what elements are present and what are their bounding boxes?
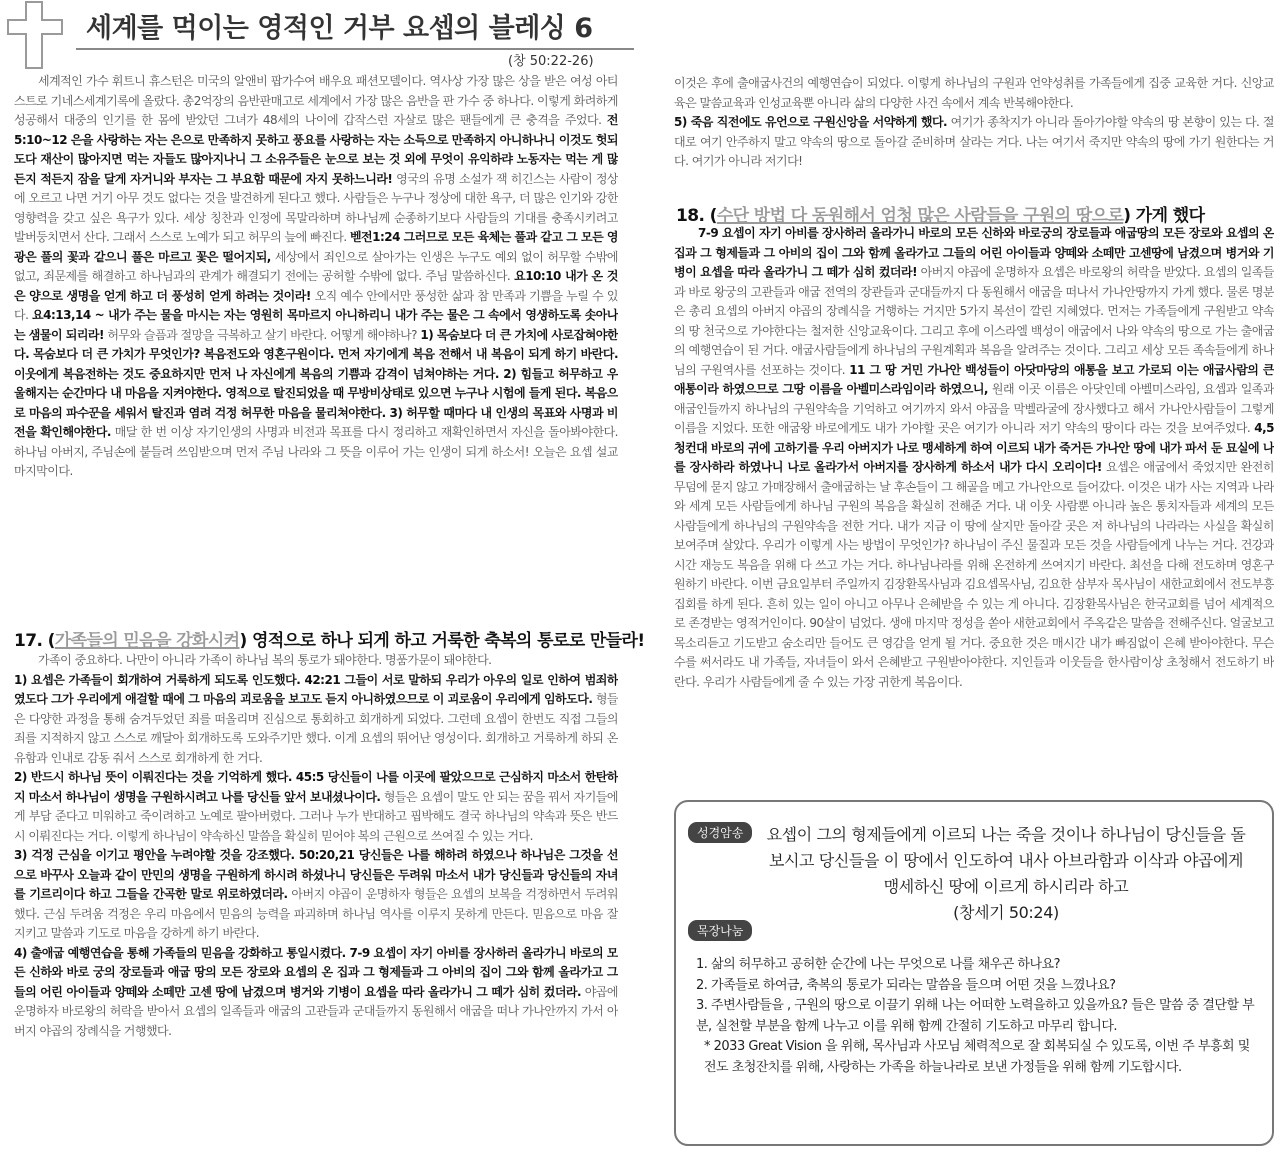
section-highlight: 가족들의 믿음을 강화시켜	[54, 631, 240, 651]
point-heading: 2) 반드시 하나님 뜻이 이뤄진다는 것을 기억하게 했다. 45:5 당신들이 나를 이곳에 팔았으므로 근심하지 마소서 한탄하지 마소서 하나님이 생명을 구원하시려고 나를 당신들 앞서 보내셨나이다.	[14, 770, 618, 804]
scripture-quote: 4,5 청컨대 바로의 귀에 고하기를 우리 아버지가 나로 맹세하게 하여 이르되 내가 죽거든 가나안 땅에 내가 파서 둔 묘실에 나를 장사하라 하였나니 나로 올라가서 아버지를 장사하게 하소서 내가 다시 오리이다!	[674, 421, 1274, 474]
body-text: 원래 이곳 이름은 아닷인데 아벨미스라임, 요셉과 일족과 애굽인들까지 하나님의 구원약속을 기억하고 여기까지 와서 야곱을 막벨라굴에 장사했다고 해서 가나안사람들이 그렇게 이름을 지었다. 또한 애굽왕 바로에게도 내가 가야할 곳은 여기가 아니라 저기 약속의 땅이다 라는 것을 보여주었다.	[674, 382, 1274, 435]
body-text: 요셉은 애굽에서 죽었지만 완전히 무덤에 묻지 않고 가매장해서 출애굽하는 날 후손들이 그 해골을 메고 가나안으로 들어갔다. 이것은 내가 사는 지역과 나라와 세계 모든 사람들에게 하나님 구원의 복음을 확실히 전해준 거다. 내 이웃 사람뿐 아니라 높은 통치자들과 세계의 모든 사람들에게 하나님의 구원약속을 전한 거다. 내가 지금 이 땅에 살지만 돌아갈 곳은 저 하나님의 나라라는 사실을 확실히 보여주며 살았다. 우리가 이렇게 사는 방법이 무엇인가? 하나님이 주신 물질과 모든 것을 사람들에게 나누는 거다. 건강과 시간 재능도 복음을 위해 다 쓰고 가는 거다. 하나님나라를 위해 온전하게 쓰여지기 바란다. 최선을 다해 전도하며 영혼구원하기 바란다. 이번 금요일부터 주일까지 김장환목사님과 김요셉목사님, 김요한 삼부자 목사님이 새한교회에서 전도부흥집회를 하게 된다. 흔히 있는 일이 아니고 아무나 은혜받을 수 있는 게 아니다. 김장환목사님은 한국교회를 넘어 세계적으로 존경받는 영적거인이다. 90살이 넘었다. 생애 마지막 정성을 쏟아 새한교회에서 주옥같은 말씀을 전해주신다. 얼굴보고 목소리듣고 기도받고 숨소리만 들어도 큰 영감을 얻게 될 거다. 중요한 것은 매시간 내가 빠짐없이 은혜 받아야한다. 무슨 수를 써서라도 내 가족들, 자녀들이 와서 은혜받고 구원받아야한다. 지인들과 이웃들을 한사람이상 초청해서 전도하기 바란다. 우리가 사람들에게 줄 수 있는 가장 귀한게 복음이다.	[674, 460, 1274, 689]
intro-text: 영국의 유명 소설가 잭 히긴스는 사람이 정상에 오르고 나면 거기 아무 것도 없다는 것을 발견하게 된다고 했다. 사람들은 누구나 정상에 대한 욕구, 더 많은 인기와 강한 영향력을 갖고 싶은 욕구가 있다. 세상 칭찬과 인정에 목말라하며 하나님께 순종하기보다 사람들의 기대를 충족시키려고 발버둥치면서 산다. 그래서 스스로 노예가 되고 허무의 늪에 빠진다.	[14, 171, 618, 244]
continued-text: 이것은 후에 출애굽사건의 예행연습이 되었다. 이렇게 하나님의 구원과 언약성취를 가족들에게 집중 교육한 거다. 신앙교육은 말씀교육과 인성교육뿐 아니라 삶의 다양한 사건 속에서 계속 반복해야한다.	[674, 76, 1274, 110]
intro-text: 세계적인 가수 휘트니 휴스턴은 미국의 알앤비 팝가수여 배우요 패션모델이다. 역사상 가장 많은 상을 받은 여성 아티스트로 기네스세계기록에 올랐다. 총2억장의 음반판매고로 세계에서 가장 많은 음반을 판 가수 중 하나다. 이렇게 화려하게 성공해서 대중의 인기를 한 몸에 받았던 그녀가 48세의 나이에 갑작스런 자살로 많은 팬들에게 큰 충격을 주었다.	[14, 74, 618, 127]
page-title: 세계를 먹이는 영적인 거부 요셉의 블레싱 6	[86, 13, 593, 44]
question-item: 2. 가족들로 하여금, 축복의 통로가 되라는 말씀을 들으며 어떤 것을 느꼈나요?	[696, 977, 1116, 993]
point-text: 형들은 다양한 과정을 통해 숨겨두었던 죄를 떠올리며 진심으로 통회하고 회개하게 되었다. 그런데 요셉이 한번도 직접 그들의 죄를 지적하지 않고 스스로 깨달아 회개하도록 도와주기만 했다. 이게 요셉의 뛰어난 영성이다. 회개하고 거룩하게 하되 온유함과 인내로 감동 줘서 스스로 회개하게 한 거다.	[14, 692, 618, 765]
point-text: 아버지 야곱이 운명하자 형들은 요셉의 보복을 걱정하면서 두려워했다. 근심 두려움 걱정은 우리 마음에서 믿음의 능력을 파괴하며 하나님 역사를 이루지 못하게 만든다. 믿음으로 마음 잘 지키고 말씀과 기도로 마음을 강하게 하기 바란다.	[14, 887, 618, 940]
scripture-quote: 벧전1:24 그러므로 모든 육체는 풀과 같고 그 모든 영광은 풀의 꽃과 같으니 풀은 마르고 꽃은 떨어지되,	[14, 230, 618, 264]
intro-text: 오직 예수 안에서만 풍성한 삶과 참 만족과 기쁨을 누릴 수 있다.	[14, 288, 618, 322]
scripture-quote: 요4:13,14 ~ 내가 주는 물을 마시는 자는 영원히 목마르지 아니하리니 내가 주는 물은 그 속에서 영생하도록 솟아나는 샘물이 되리라!	[14, 308, 618, 342]
scripture-quote: 7-9 요셉이 자기 아비를 장사하러 올라가니 바로의 모든 신하와 바로궁의 장로들과 애굽땅의 모든 장로와 요셉의 온 집과 그 형제들과 그 아비의 집이 그와 함께 올라가고 그들의 어린 아이들과 양떼와 소떼만 고센땅에 남겼으며 병거와 기병이 요셉을 따라 올라가니 그 떼가 심히 컸더라!	[674, 226, 1274, 279]
discussion-questions	[696, 955, 1256, 1078]
prayer-note: * 2033 Great Vision 을 위해, 목사님과 사모님 체력적으로 잘 회복되실 수 있도록, 이번 주 부흥회 및 전도 초청잔치를 위해, 사랑하는 가족을 하늘나라로 보낸 가정들을 위해 함께 기도합시다.	[704, 1039, 1250, 1075]
scripture-quote: 11 그 땅 거민 가나안 백성들이 아닷마당의 애통을 보고 가로되 이는 애굽사람의 큰 애통이라 하였으므로 그땅 이름을 아벨미스라임이라 하였으니,	[674, 362, 1274, 396]
point-text: 야곱에 운명하자 바로왕의 허락을 받아서 요셉의 일족들과 애굽의 고관들과 군대들까지 동원해서 애굽을 떠나 가나안까지 가서 아버지 야곱의 장례식을 거행했다.	[14, 984, 618, 1038]
intro-text: 세상에서 죄인으로 살아가는 인생은 누구도 예외 없이 허무할 수밖에 없고, 죄문제를 해결하고 하나님과의 관계가 해결되기 전에는 공허할 수밖에 없다. 주님 말씀하신다.	[14, 249, 618, 283]
intro-text: 매달 한 번 이상 자기인생의 사명과 비전과 목표를 다시 정리하고 재확인하면서 자신을 돌아봐야한다. 하나님 아버지, 주님손에 붙들려 쓰임받으며 먼저 주님 나라와 그 뜻을 이루어 가는 인생이 되게 하소서! 오늘은 요셉 설교 마지막이다.	[14, 425, 618, 478]
section-heading-text: 영적으로 하나 되게 하고 거룩한 축복의 통로로 만들라!	[246, 631, 645, 651]
intro-text: 허무와 슬픔과 절망을 극복하고 살기 바란다. 어떻게 해야하나?	[107, 327, 418, 342]
point-heading: 3) 걱정 근심을 이기고 평안을 누려야할 것을 강조했다. 50:20,21 당신들은 나를 해하려 하였으나 하나님은 그것을 선으로 바꾸사 오늘과 같이 만민의 생명을 구원하게 하시려 하셨나니 당신들은 두려워 마소서 내가 당신들과 당신들의 자녀를 기르리이다 하고 그들을 간곡한 말로 위로하였더라.	[14, 848, 618, 901]
cross-icon	[4, 0, 66, 70]
section-number: 17.	[14, 631, 43, 651]
point-text: 여기가 종착지가 아니라 돌아가야할 약속의 땅 본향이 있는 다. 절대로 여기 안주하지 말고 약속의 땅으로 돌아갈 준비하며 살라는 거다. 나는 여기서 죽지만 약속의 땅에 가기 원한다는 거다. 여기가 아니라 저기다!	[674, 115, 1274, 168]
memory-verse	[762, 822, 1250, 926]
body-text: 아버지 야곱에 운명하자 요셉은 바로왕의 허락을 받았다. 요셉의 일족들과 바로 왕궁의 고관들과 애굽 전역의 장관들과 군대들까지 다 동원해서 애굽을 떠나서 가나안땅까지 가게 했다. 물론 명분은 총리 요셉의 아버지 야곱의 장례식을 거행하는 거지만 5가지 복선이 깔린 지혜였다. 먼저는 가족들에게 구원받고 약속의 땅 천국으로 가야한다는 철저한 신앙교육이다. 그리고 후에 이스라엘 백성이 애굽에서 나와 약속의 땅으로 가는 출애굽의 예행연습이 된 거다. 애굽사람들에게 하나님의 구원계획과 복음을 알려주는 것이다. 그리고 세상 모든 족속들에게 하나님의 구원역사를 선포하는 것이다.	[674, 265, 1274, 377]
memory-verse-text: 요셉이 그의 형제들에게 이르되 나는 죽을 것이나 하나님이 당신들을 돌보시고 당신들을 이 땅에서 인도하여 내사 아브라함과 이삭과 야곱에게 맹세하신 땅에 이르게 하시리라 하고	[766, 825, 1246, 896]
point-heading: 4) 출애굽 예행연습을 통해 가족들의 믿음을 강화하고 통일시켰다. 7-9 요셉이 자기 아비를 장사하러 올라가니 바로의 모든 신하와 바로 궁의 장로들과 애굽 땅의 모든 장로와 요셉의 온 집과 그 형제들과 그 아비의 집이 그와 함께 올라가고 그들의 어린 아이들과 양떼와 소떼만 고센 땅에 남겼으며 병거와 기병이 요셉을 따라 올라가니 그 떼가 심히 컸더라.	[14, 945, 618, 999]
memory-verse-reference: (창세기 50:24)	[953, 903, 1059, 922]
share-tag: 목장나눔	[688, 920, 752, 941]
point-heading: 1) 요셉은 가족들이 회개하여 거룩하게 되도록 인도했다. 42:21 그들이 서로 말하되 우리가 아우의 일로 인하여 범죄하였도다 그가 우리에게 애걸할 때에 그 마음의 괴로움을 보고도 듣지 아니하였으므로 이 괴로움이 우리에게 임하도다.	[14, 672, 618, 706]
section-18-body	[674, 224, 1274, 796]
section-17-continued	[674, 74, 1274, 186]
question-item: 3. 주변사람들을 , 구원의 땅으로 이끌기 위해 나는 어떠한 노력을하고 있을까요? 들은 말씀 중 결단할 부분, 실천할 부분을 함께 나누고 이를 위해 함께 간절히 기도하고 마무리 합니다.	[696, 998, 1255, 1034]
point-text: 형들은 요셉이 말도 안 되는 꿈을 꿔서 자기들에게 부담 준다고 미워하고 죽이려하고 노예로 팔아버렸다. 그러나 누가 반대하고 핍박해도 결국 하나님의 약속과 뜻은 반드시 이뤄진다는 거다. 이렇게 하나님이 약속하신 말씀을 확실히 믿어야 복의 근원으로 쓰여질 수 있는 거다.	[14, 789, 618, 843]
section-lead: 가족이 중요하다. 나만이 아니라 가족이 하나님 복의 통로가 돼야한다. 명품가문이 돼야한다.	[38, 653, 492, 667]
section-heading-text: 가게 했다	[1130, 206, 1205, 226]
question-item: 1. 삶의 허무하고 공허한 순간에 나는 무엇으로 나를 채우곤 하나요?	[696, 957, 1061, 972]
scripture-quote: 전5:10~12 은을 사랑하는 자는 은으로 만족하지 못하고 풍요를 사랑하는 자는 소득으로 만족하지 아니하나니 이것도 헛되도다 재산이 많아지면 먹는 자들도 많아지나니 그 소유주들은 눈으로 보는 것 외에 무엇이 유익하랴 노동자는 먹는 게 많든지 적든지 잠을 달게 자거니와 부자는 그 부요함 때문에 자지 못하느니라!	[14, 113, 618, 186]
point-heading: 5) 죽음 직전에도 유언으로 구원신앙을 서약하게 했다.	[674, 115, 948, 129]
key-points: 1) 목숨보다 더 큰 가치에 사로잡혀야한다. 목숨보다 더 큰 가치가 무엇인가? 복음전도와 영혼구원이다. 먼저 자기에게 복음 전해서 내 복음이 되게 하기 바란다. 이웃에게 복음전하는 것도 중요하지만 먼저 나 자신에게 복음의 기쁨과 감격이 넘쳐야하는 거다. 2) 힘들고 허무하고 우울해지는 순간마다 내 마음을 지켜야한다. 영적으로 탈진되었을 때 무방비상태로 있으면 누구나 시험에 들게 된다. 복음으로 마음의 파수꾼을 세워서 탈진과 염려 걱정 허무한 마음을 물리쳐야한다. 3) 허무할 때마다 내 인생의 목표와 사명과 비전을 확인해야한다.	[14, 327, 618, 439]
section-18-heading: 18. (수단 방법 다 동원해서 엄청 많은 사람들을 구원의 땅으로) 가게 했다	[676, 206, 1205, 226]
section-number: 18.	[676, 206, 705, 226]
memorize-tag: 성경암송	[688, 822, 752, 843]
section-17-body	[14, 651, 618, 1131]
section-17-heading: 17. (가족들의 믿음을 강화시켜) 영적으로 하나 되게 하고 거룩한 축복의 통로로 만들라!	[14, 631, 645, 651]
scripture-quote: 요10:10 내가 온 것은 양으로 생명을 얻게 하고 더 풍성히 얻게 하려는 것이라!	[14, 269, 618, 303]
scripture-reference: (창 50:22-26)	[508, 54, 594, 69]
section-highlight: 수단 방법 다 동원해서 엄청 많은 사람들을 구원의 땅으로	[716, 206, 1124, 226]
intro-section	[14, 72, 618, 604]
